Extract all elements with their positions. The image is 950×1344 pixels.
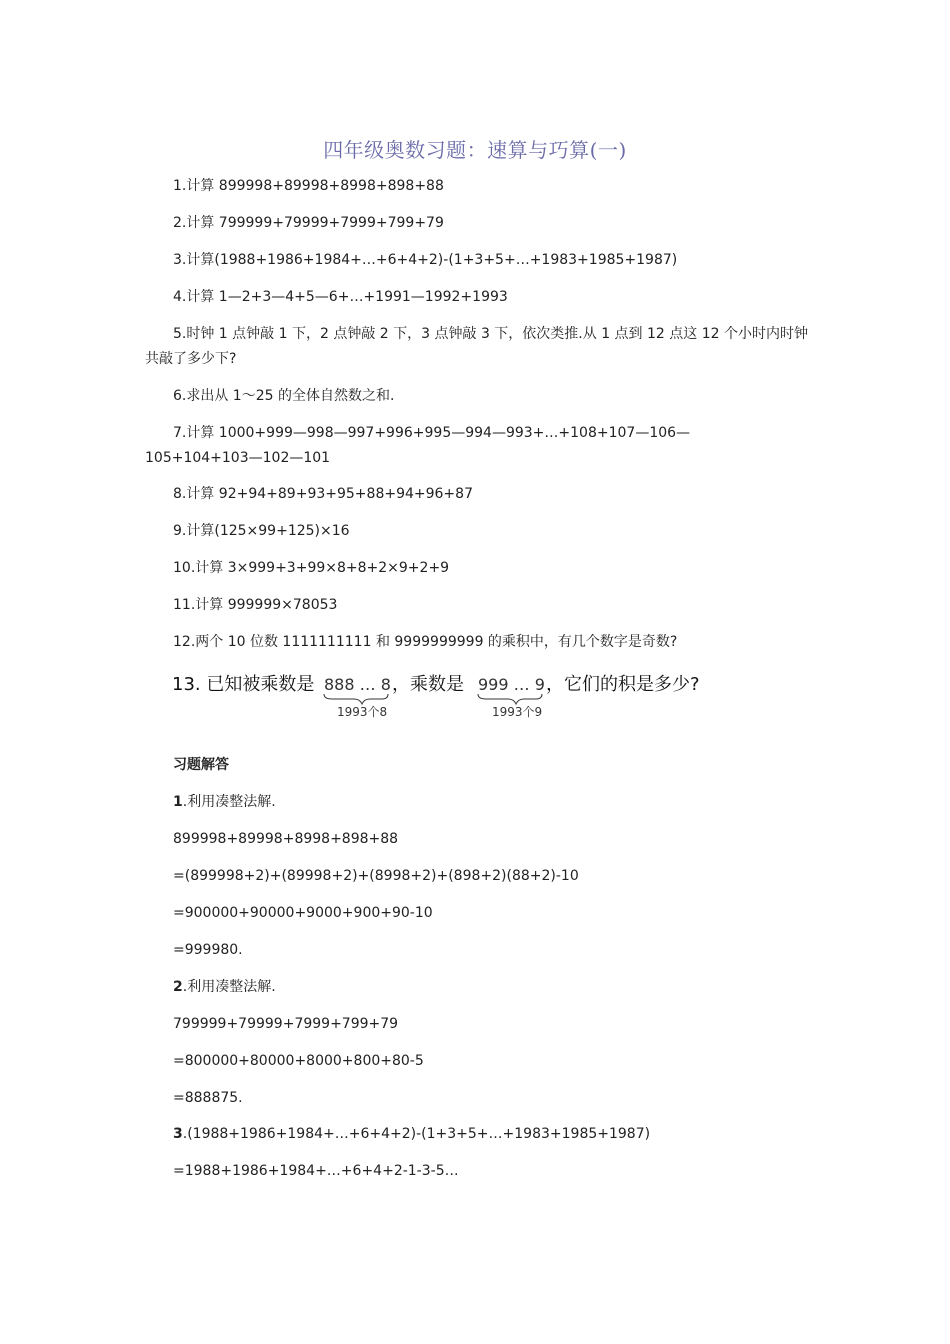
answer-2-method — [173, 975, 843, 1000]
question-13-image — [172, 668, 732, 724]
question-5: 5.时钟 1 点钟敲 1 下，2 点钟敲 2 下，3 点钟敲 3 下，依次类推.从 1 点到 12 点这 12 个小时内时钟共敲了多少下? — [145, 326, 808, 367]
brace-multiplicand — [324, 694, 388, 704]
answer-1-line: 899998+89998+8998+898+88 — [173, 831, 399, 847]
brace-multiplier — [478, 694, 542, 704]
answer-3-head — [173, 1122, 843, 1147]
answer-1-line: =(899998+2)+(89998+2)+(8998+2)+(898+2)(88+2)-10 — [173, 868, 579, 884]
question-3: 3.计算(1988+1986+1984+…+6+4+2)-(1+3+5+…+1983+1985+1987) — [173, 252, 678, 268]
answer-1-number: 1 — [173, 794, 183, 810]
answer-3-number: 3 — [173, 1126, 183, 1142]
answer-2-line: =888875. — [173, 1090, 243, 1106]
answers-heading: 习题解答 — [173, 757, 229, 773]
question-1: 1.计算 899998+89998+8998+898+88 — [173, 178, 444, 194]
answer-2-method-text: .利用凑整法解. — [182, 979, 276, 995]
q13-prefix: 13. 已知被乘数是 — [172, 674, 315, 695]
answer-3-line: =1988+1986+1984+…+6+4+2-1-3-5… — [173, 1163, 459, 1179]
answer-2-line: =800000+80000+8000+800+80-5 — [173, 1053, 424, 1069]
q13-suffix: ，它们的积是多少? — [546, 674, 700, 695]
answer-2-number: 2 — [173, 979, 183, 995]
question-4: 4.计算 1—2+3—4+5—6+…+1991—1992+1993 — [173, 289, 508, 305]
q13-multiplier: 999 … 9 — [478, 675, 545, 694]
answer-1-method-text: .利用凑整法解. — [182, 794, 276, 810]
q13-multiplicand-note: 1993个8 — [337, 705, 388, 719]
q13-multiplier-note: 1993个9 — [492, 705, 543, 719]
question-2: 2.计算 799999+79999+7999+799+79 — [173, 215, 444, 231]
q13-multiplicand: 888 … 8 — [324, 675, 391, 694]
page-title: 四年级奥数习题：速算与巧算(一) — [323, 138, 627, 162]
question-9: 9.计算(125×99+125)×16 — [173, 523, 350, 539]
question-10: 10.计算 3×999+3+99×8+8+2×9+2+9 — [173, 560, 450, 576]
question-11: 11.计算 999999×78053 — [173, 597, 338, 613]
answer-1-line: =900000+90000+9000+900+90-10 — [173, 905, 433, 921]
answer-1-method — [173, 790, 843, 815]
question-8: 8.计算 92+94+89+93+95+88+94+96+87 — [173, 486, 473, 502]
question-7: 7.计算 1000+999—998—997+996+995—994—993+…+108+107—106—105+104+103—102—101 — [145, 425, 691, 466]
answer-1-line: =999980. — [173, 942, 243, 958]
question-12: 12.两个 10 位数 1111111111 和 9999999999 的乘积中，有几个数字是奇数? — [173, 634, 678, 650]
answer-2-line: 799999+79999+7999+799+79 — [173, 1016, 399, 1032]
question-6: 6.求出从 1～25 的全体自然数之和. — [173, 388, 395, 404]
q13-middle: ，乘数是 — [392, 674, 464, 695]
answer-3-head-text: .(1988+1986+1984+…+6+4+2)-(1+3+5+…+1983+1985+1987) — [182, 1126, 651, 1142]
